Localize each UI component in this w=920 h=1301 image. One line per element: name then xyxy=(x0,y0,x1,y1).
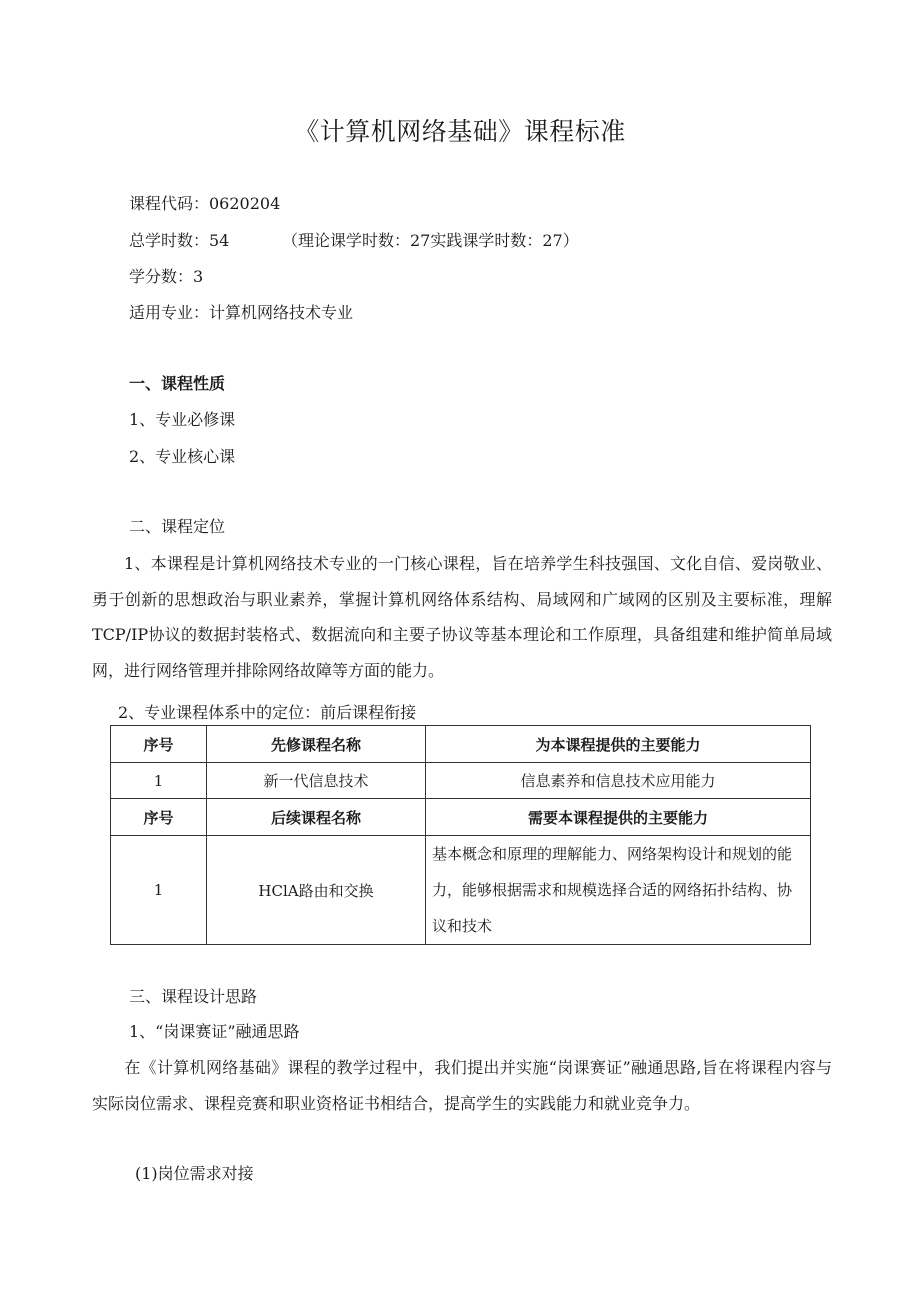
document-title: 《计算机网络基础》课程标准 xyxy=(294,117,626,146)
credits: 学分数：3 xyxy=(129,267,204,286)
applicable-major: 适用专业：计算机网络技术专业 xyxy=(129,303,354,322)
table-header-cell: 序号 xyxy=(111,726,207,763)
table-row xyxy=(111,836,811,945)
section1-item-1: 1、专业必修课 xyxy=(129,410,236,429)
section3-item-1: (1)岗位需求对接 xyxy=(135,1164,254,1183)
table-header-cell: 先修课程名称 xyxy=(207,726,426,763)
table-header-cell: 序号 xyxy=(111,799,207,836)
table-cell: 信息素养和信息技术应用能力 xyxy=(426,763,811,799)
section1-heading: 一、课程性质 xyxy=(129,374,226,393)
table-cell: 1 xyxy=(111,836,207,945)
section2-heading: 二、课程定位 xyxy=(129,517,226,536)
section3-paragraph xyxy=(92,1050,832,1121)
section2-paragraph xyxy=(92,546,832,688)
section2-subheading: 2、专业课程体系中的定位：前后课程衔接 xyxy=(118,703,417,722)
table-cell: HClA路由和交换 xyxy=(207,836,426,945)
section3-heading: 三、课程设计思路 xyxy=(129,987,258,1006)
hours-detail: （理论课学时数：27实践课学时数：27） xyxy=(282,231,579,250)
section2-paragraph-text: 1、本课程是计算机网络技术专业的一门核心课程，旨在培养学生科技强国、文化自信、爱岗敬业、勇于创新的思想政治与职业素养，掌握计算机网络体系结构、局域网和广域网的区别及主要标准，理解TCP/IP协议的数据封装格式、数据流向和主要子协议等基本理论和工作原理，具备组建和维护简单局域网，进行网络管理并排除网络故障等方面的能力。 xyxy=(92,554,832,680)
table-header-cell: 需要本课程提供的主要能力 xyxy=(426,799,811,836)
table-header-row xyxy=(111,799,811,836)
table-cell: 1 xyxy=(111,763,207,799)
section1-item-2: 2、专业核心课 xyxy=(129,447,236,466)
table-header-row xyxy=(111,726,811,763)
section3-paragraph-text: 在《计算机网络基础》课程的教学过程中，我们提出并实施“岗课赛证”融通思路,旨在将课程内容与实际岗位需求、课程竞赛和职业资格证书相结合，提高学生的实践能力和就业竞争力。 xyxy=(92,1058,832,1113)
table-cell: 基本概念和原理的理解能力、网络架构设计和规划的能力，能够根据需求和规模选择合适的网络拓扑结构、协议和技术 xyxy=(426,836,811,945)
table-row xyxy=(111,763,811,799)
table-cell: 新一代信息技术 xyxy=(207,763,426,799)
table-header-cell: 为本课程提供的主要能力 xyxy=(426,726,811,763)
course-code: 课程代码：0620204 xyxy=(129,194,281,213)
table-header-cell: 后续课程名称 xyxy=(207,799,426,836)
course-relation-table xyxy=(110,725,811,945)
section3-subheading: 1、“岗课赛证”融通思路 xyxy=(129,1022,300,1041)
total-hours: 总学时数：54 xyxy=(129,231,230,250)
